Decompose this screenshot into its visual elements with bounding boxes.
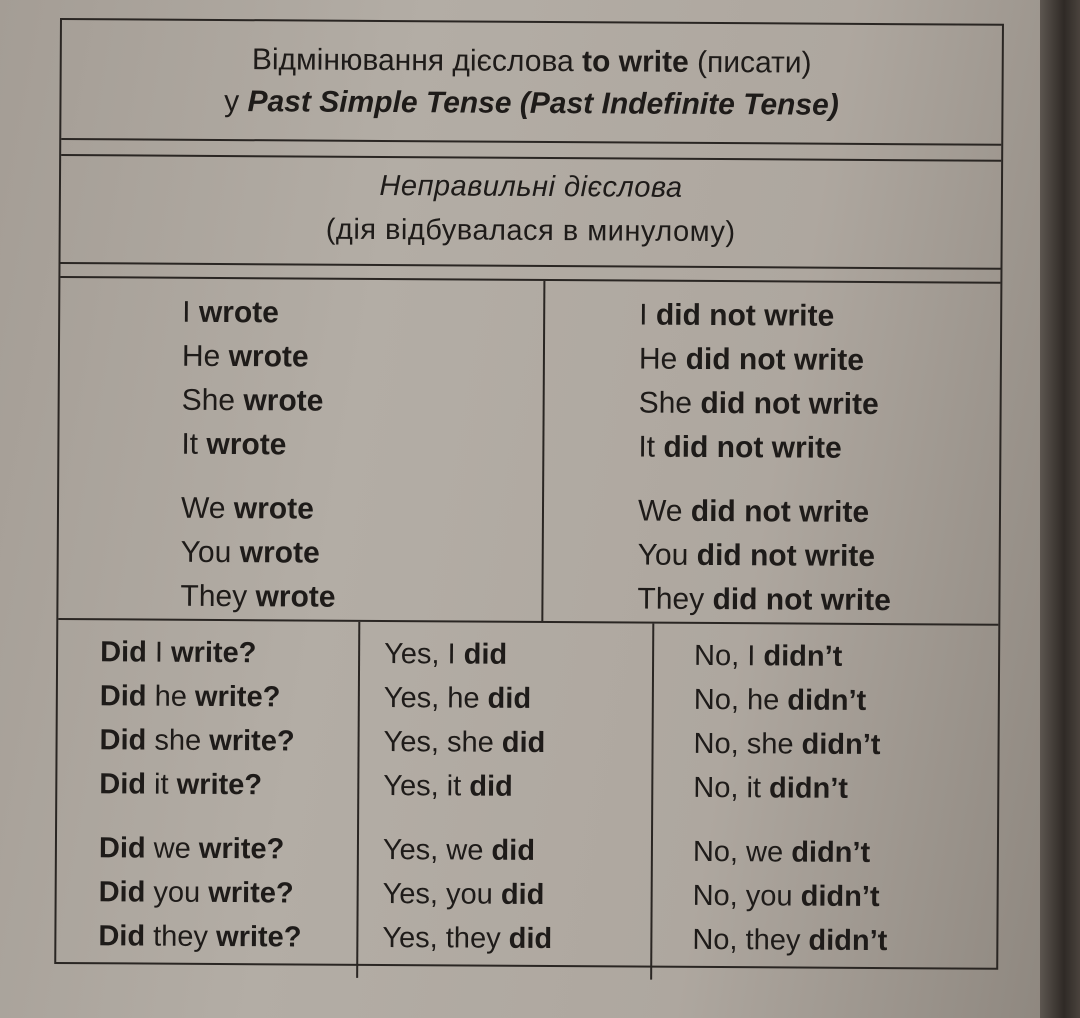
auxiliary: didn’t	[801, 728, 881, 762]
title-line-2	[61, 80, 1001, 128]
group-spacer	[181, 467, 542, 489]
answer-lead: No, it	[693, 771, 762, 805]
pronoun: You	[637, 538, 689, 572]
answer-lead: Yes, it	[383, 769, 462, 803]
auxiliary: didn’t	[791, 836, 871, 869]
yes-answer-row	[383, 764, 651, 810]
answer-lead: Yes, you	[382, 877, 493, 911]
verb-form: write?	[194, 680, 281, 714]
answer-lead: No, they	[692, 923, 801, 957]
answer-lead: Yes, he	[383, 681, 480, 715]
no-answer-row	[693, 766, 997, 812]
title-line-1	[62, 38, 1002, 86]
group-spacer	[383, 808, 651, 830]
pronoun: He	[638, 342, 678, 376]
question-row	[99, 826, 357, 872]
auxiliary: Did	[99, 680, 147, 713]
yes-answer-column	[358, 622, 654, 980]
answer-lead: No, I	[694, 639, 756, 673]
auxiliary: didn’t	[787, 684, 867, 717]
auxiliary: did	[508, 922, 553, 956]
verb-form: did not write	[690, 494, 870, 529]
no-answer-row	[694, 634, 998, 680]
answer-lead: Yes, they	[382, 921, 501, 955]
auxiliary: Did	[99, 768, 147, 801]
no-answer-row	[693, 722, 997, 768]
affirmative-row	[181, 487, 542, 533]
yes-answer-row	[383, 720, 651, 766]
auxiliary: did	[501, 726, 546, 759]
no-answer-column	[652, 624, 998, 982]
answer-lead: No, she	[693, 727, 794, 761]
verb-form: write?	[215, 920, 302, 954]
answer-lead: No, you	[692, 879, 793, 913]
verb-form: write?	[170, 636, 257, 670]
statement-forms	[58, 276, 1000, 626]
auxiliary: did	[487, 682, 532, 715]
auxiliary: did	[500, 878, 545, 911]
title-prefix: у	[224, 85, 248, 119]
verb-form: did not write	[696, 538, 876, 573]
pronoun: She	[638, 386, 693, 420]
negative-column	[543, 281, 1000, 624]
auxiliary: didn’t	[808, 924, 888, 958]
title-translation: (писати)	[688, 45, 812, 80]
affirmative-row	[181, 531, 542, 577]
auxiliary: Did	[99, 724, 147, 757]
pronoun: He	[181, 339, 221, 373]
verb-form: write?	[176, 768, 263, 802]
auxiliary: did	[491, 834, 536, 867]
affirmative-row	[181, 423, 542, 469]
negative-row	[637, 578, 998, 624]
verb-form: wrote	[233, 492, 314, 526]
auxiliary: Did	[98, 832, 146, 865]
group-spacer	[693, 810, 997, 832]
verb-form: did not write	[655, 298, 835, 333]
subtitle-heading: Неправильні дієслова	[379, 169, 683, 204]
pronoun: I	[182, 295, 191, 329]
question-row	[100, 674, 358, 720]
verb-form: wrote	[239, 536, 320, 570]
yes-answer-row	[384, 676, 652, 722]
verb-form: write?	[198, 832, 285, 866]
affirmative-row	[182, 335, 543, 381]
verb-form: did not write	[712, 582, 891, 618]
auxiliary: did	[469, 770, 513, 803]
verb-form: wrote	[255, 580, 336, 614]
answer-lead: No, he	[693, 683, 780, 717]
affirmative-row	[182, 291, 543, 337]
conjugation-table	[54, 18, 1004, 970]
group-spacer	[99, 806, 357, 828]
verb-form: wrote	[243, 384, 324, 418]
book-spine	[1040, 0, 1080, 1018]
pronoun: You	[180, 535, 232, 570]
yes-answer-row	[383, 828, 651, 874]
pronoun: she	[154, 724, 202, 757]
verb-form: did not write	[700, 386, 879, 422]
affirmative-row	[182, 379, 543, 425]
pronoun: It	[638, 430, 656, 464]
pronoun: it	[154, 768, 169, 801]
pronoun: we	[153, 832, 191, 865]
affirmative-column	[58, 278, 545, 621]
answer-lead: Yes, we	[382, 833, 484, 867]
negative-row	[639, 294, 1000, 340]
pronoun: I	[639, 298, 648, 332]
table-subtitle	[60, 154, 1001, 270]
negative-row	[638, 426, 999, 472]
auxiliary: didn’t	[768, 772, 849, 805]
answer-lead: Yes, she	[383, 725, 494, 759]
verb-form: write?	[209, 724, 295, 758]
table-title	[61, 20, 1002, 146]
question-row	[99, 718, 357, 764]
title-verb: to write	[581, 45, 689, 79]
verb-form: write?	[208, 876, 294, 910]
auxiliary: didn’t	[763, 640, 843, 673]
verb-form: wrote	[206, 427, 287, 462]
pronoun: you	[153, 876, 201, 909]
question-row	[99, 870, 357, 916]
negative-row	[639, 382, 1000, 428]
no-answer-row	[694, 678, 998, 724]
subtitle-note: (дія відбувалася в минулому)	[325, 213, 736, 249]
auxiliary: didn’t	[800, 880, 880, 914]
negative-row	[638, 534, 999, 580]
question-column	[56, 620, 360, 978]
question-row	[98, 914, 356, 960]
group-spacer	[638, 470, 999, 492]
question-row	[99, 762, 357, 808]
auxiliary: Did	[98, 920, 146, 953]
verb-form: did not write	[663, 430, 842, 465]
yes-answer-row	[384, 632, 652, 678]
verb-form: did not write	[685, 342, 865, 377]
yes-answer-row	[382, 916, 650, 962]
affirmative-row	[180, 575, 541, 621]
no-answer-row	[693, 830, 997, 876]
tense-name: Past Simple Tense (Past Indefinite Tense)	[247, 85, 839, 122]
verb-form: wrote	[198, 295, 280, 330]
pronoun: She	[181, 383, 236, 418]
pronoun: They	[637, 582, 705, 616]
negative-row	[638, 490, 999, 536]
no-answer-row	[692, 918, 996, 964]
auxiliary: Did	[98, 876, 146, 909]
auxiliary: Did	[100, 636, 147, 669]
question-forms	[56, 620, 998, 982]
pronoun: he	[154, 680, 188, 713]
negative-row	[639, 338, 1000, 384]
pronoun: We	[180, 491, 226, 526]
pronoun: We	[637, 494, 683, 528]
question-row	[100, 630, 358, 676]
pronoun: they	[153, 920, 209, 953]
no-answer-row	[693, 874, 997, 920]
auxiliary: did	[463, 638, 508, 671]
pronoun: I	[154, 636, 164, 669]
title-text: Відмінювання дієслова	[251, 43, 583, 79]
pronoun: It	[181, 427, 199, 461]
answer-lead: Yes, I	[384, 637, 456, 671]
pronoun: They	[180, 579, 248, 614]
verb-form: wrote	[228, 340, 309, 374]
yes-answer-row	[383, 872, 651, 918]
answer-lead: No, we	[692, 835, 784, 869]
